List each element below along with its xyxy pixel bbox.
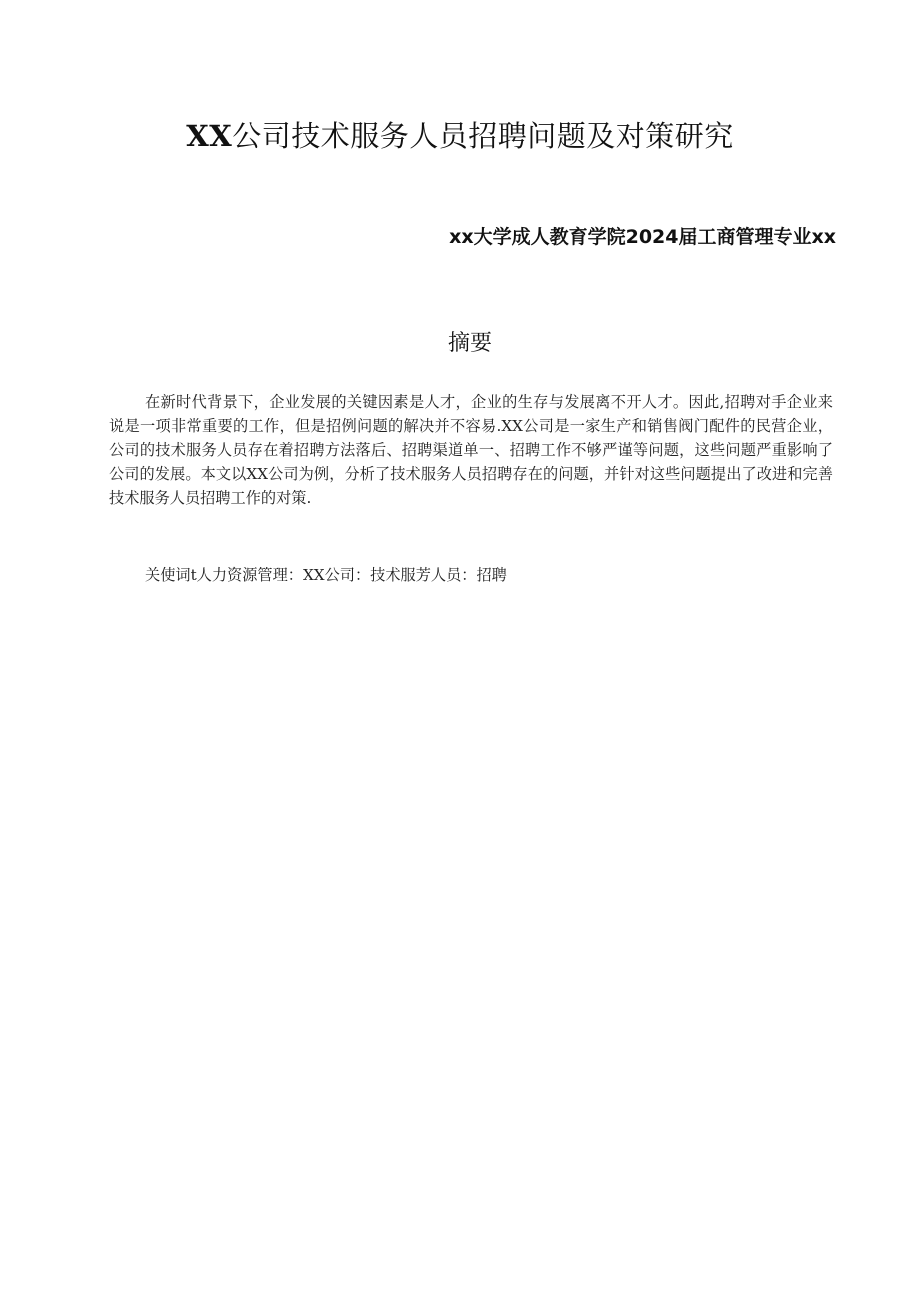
- document-title: [0, 114, 920, 158]
- author-line: xx大学成人教育学院2024届工商管理专业xx: [449, 226, 836, 248]
- abstract-body: 在新时代背景下，企业发展的关键因素是人才，企业的生存与发展离不开人才。因此,招聘对手企业来说是一项非常重要的工作，但是招例问题的解决并不容易.XX公司是一家生产和销售阀门配件的民营企业，公司的技术服务人员存在着招聘方法落后、招聘渠道单一、招聘工作不够严谨等问题，这些问题严重影响了公司的发展。本文以XX公司为例，分析了技术服务人员招聘存在的问题，并针对这些问题提出了改进和完善技术服务人员招聘工作的对策.: [109, 393, 833, 507]
- keywords-line: 关使词t人力资源管理：XX公司：技术服芳人员：招聘: [145, 566, 507, 584]
- document-title-text: 公司技术服务人员招聘问题及对策研究: [232, 119, 734, 153]
- abstract-heading: 摘要: [447, 331, 492, 356]
- document-title-brand: XX: [186, 119, 233, 153]
